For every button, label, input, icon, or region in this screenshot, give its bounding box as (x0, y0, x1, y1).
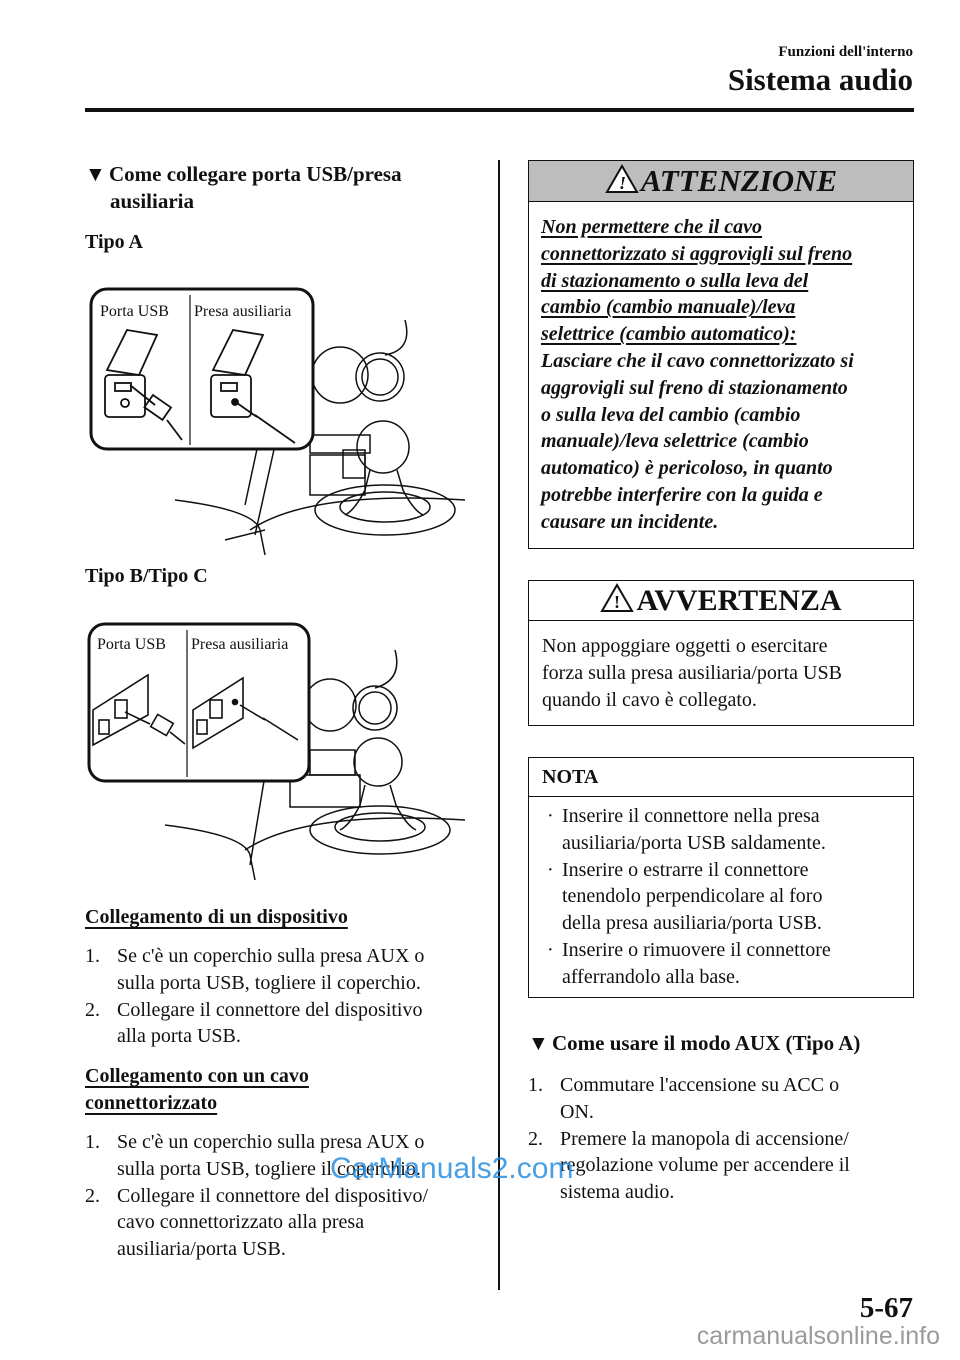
watermark-carmanualsonline: carmanualsonline.info (696, 1322, 940, 1350)
list-item (85, 997, 485, 1051)
caution-header (529, 161, 913, 202)
step-text-line: Se c'è un coperchio sulla presa AUX o (117, 1131, 425, 1153)
step-number: 2. (85, 998, 100, 1021)
heading-text: Come usare il modo AUX (Tipo A) (552, 1031, 861, 1055)
note-header: NOTA (529, 758, 913, 797)
section-heading-connect (85, 161, 485, 215)
caution-text-line: potrebbe interferire con la guida e (541, 483, 823, 506)
caution-underlined-line (541, 268, 901, 295)
svg-text:!: ! (618, 173, 626, 193)
warning-title: AVVERTENZA (636, 584, 842, 617)
step-text-line: sulla porta USB, togliere il coperchio. (117, 971, 421, 994)
aux-jack-label: Presa ausiliaria (191, 636, 289, 653)
header-rule (85, 108, 914, 112)
caution-text-line: di stazionamento o sulla leva del (541, 269, 809, 292)
list-item (85, 943, 485, 997)
section-label: Funzioni dell'interno (778, 44, 913, 60)
list-item (85, 1183, 485, 1263)
step-text-line: regolazione volume per accendere il (560, 1154, 850, 1177)
warning-header (529, 581, 913, 621)
step-number: 2. (528, 1127, 543, 1150)
subheading-device-connection (85, 904, 348, 931)
note-text-line: · Inserire o estrarre il connettore (562, 858, 809, 881)
step-number: 2. (85, 1184, 100, 1207)
page-number: 5-67 (859, 1292, 913, 1324)
caution-text-line: Non permettere che il cavo (541, 216, 763, 238)
list-item (528, 1072, 918, 1126)
warning-triangle-icon (600, 583, 634, 613)
note-text-line: afferrandolo alla base. (562, 965, 740, 988)
section-heading-aux-mode (528, 1030, 918, 1057)
subheading-text: Collegamento di un dispositivo (85, 906, 348, 928)
caution-box (528, 160, 914, 549)
type-bc-label: Tipo B/Tipo C (85, 565, 208, 587)
triangle-down-icon: ▼ (528, 1031, 549, 1055)
step-number: 1. (528, 1074, 543, 1096)
note-text-line: ausiliaria/porta USB saldamente. (562, 831, 826, 854)
warning-text-line: Non appoggiare oggetti o esercitare (542, 635, 828, 657)
note-text-line: della presa ausiliaria/porta USB. (562, 912, 822, 935)
svg-text:!: ! (614, 592, 621, 612)
caution-underlined-line (541, 241, 901, 268)
note-text-line: · Inserire il connettore nella presa (562, 805, 820, 827)
caution-text-line: o sulla leva del cambio (cambio (541, 403, 801, 426)
step-text-line: Se c'è un coperchio sulla presa AUX o (117, 945, 425, 967)
page-title: Sistema audio (727, 62, 913, 97)
aux-jack-label: Presa ausiliaria (194, 303, 292, 320)
steps-device (85, 943, 485, 1050)
heading-line: ausiliaria (110, 189, 195, 213)
list-item (528, 1126, 918, 1206)
step-text-line: sistema audio. (560, 1181, 675, 1204)
warning-text (529, 621, 913, 725)
usb-port-label: Porta USB (97, 636, 166, 653)
step-text-line: Collegare il connettore del dispositivo (117, 998, 423, 1021)
step-text-line: alla porta USB. (117, 1025, 241, 1048)
note-text-line: · Inserire o rimuovere il connettore (562, 938, 831, 961)
caution-text-line: causare un incidente. (541, 510, 719, 533)
caution-text-line: cambio (cambio manuale)/leva (541, 296, 796, 319)
caution-text (529, 202, 913, 548)
caution-text-line: manuale)/leva selettrice (cambio (541, 430, 809, 453)
subheading-text: Collegamento con un cavo (85, 1065, 309, 1087)
note-item (542, 937, 901, 991)
warning-text-line: quando il cavo è collegato. (542, 688, 757, 711)
watermark-carmanuals2: CarManuals2.com (330, 1152, 574, 1185)
note-item (542, 803, 901, 857)
step-text-line: Premere la manopola di accensione/ (560, 1127, 849, 1150)
step-text-line: sulla porta USB, togliere il coperchio. (117, 1157, 421, 1180)
illustration-type-a (85, 285, 470, 557)
step-text-line: cavo connettorizzato alla presa (117, 1211, 365, 1234)
heading-line: Come collegare porta USB/presa (109, 162, 402, 186)
step-text-line: ausiliaria/porta USB. (117, 1238, 286, 1261)
usb-port-label: Porta USB (100, 303, 169, 320)
steps-cable (85, 1129, 485, 1263)
caution-text-line: aggrovigli sul freno di stazionamento (541, 376, 848, 399)
illustration-type-bc (85, 620, 470, 888)
caution-text-line: automatico) è pericoloso, in quanto (541, 457, 833, 480)
warning-text-line: forza sulla presa ausiliaria/porta USB (542, 661, 842, 684)
caution-text-line: selettrice (cambio automatico): (541, 323, 797, 346)
note-item (542, 857, 901, 937)
note-box (528, 757, 914, 998)
note-list (529, 797, 913, 999)
caution-underlined-line (541, 294, 901, 321)
subheading-text: connettorizzato (85, 1092, 218, 1114)
caution-text-line: Lasciare che il cavo connettorizzato si (541, 349, 854, 372)
steps-aux-mode (528, 1072, 918, 1206)
column-divider (498, 160, 500, 1290)
step-number: 1. (85, 945, 100, 967)
step-number: 1. (85, 1131, 100, 1153)
caution-underlined-line (541, 214, 901, 241)
note-text-line: tenendolo perpendicolare al foro (562, 885, 823, 908)
subheading-cable-connection (85, 1063, 309, 1117)
caution-underlined-line (541, 321, 901, 348)
warning-triangle-icon (605, 164, 639, 194)
step-text-line: Commutare l'accensione su ACC o (560, 1074, 840, 1096)
step-text-line: Collegare il connettore del dispositivo/ (117, 1184, 429, 1207)
warning-box (528, 580, 914, 726)
type-a-label: Tipo A (85, 231, 143, 253)
caution-title: ATTENZIONE (640, 163, 838, 198)
step-text-line: ON. (560, 1100, 594, 1123)
caution-text-line: connettorizzato si aggrovigli sul freno (541, 242, 853, 265)
triangle-down-icon: ▼ (85, 162, 106, 186)
